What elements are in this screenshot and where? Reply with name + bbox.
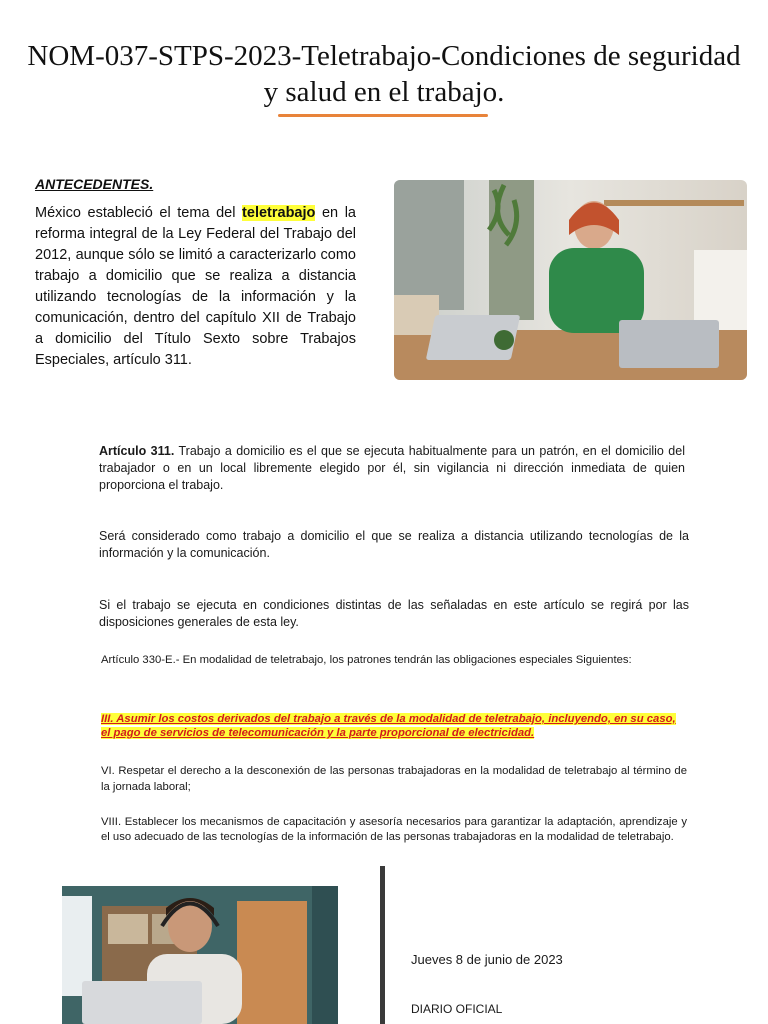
article-330e-item-iii: [101, 712, 687, 740]
section-heading-antecedentes: ANTECEDENTES.: [35, 176, 154, 192]
article-311-paragraph-3: Si el trabajo se ejecuta en condiciones distintas de las señaladas en este artículo se regirá por las disposiciones generales de esta ley.: [99, 598, 689, 629]
antecedentes-text-start: México estableció el tema del: [35, 205, 243, 221]
article-311-text: Trabajo a domicilio es el que se ejecuta habitualmente para un patrón, en el domicilio del trabajador o en un local libremente elegido por él, sin vigilancia ni dirección inmediata de quien proporciona el trabajo.: [99, 444, 685, 492]
vertical-divider: [380, 866, 385, 1024]
document-title: NOM-037-STPS-2023-Teletrabajo-Condiciones de seguridad y salud en el trabajo.: [27, 40, 741, 108]
publication-name: DIARIO OFICIAL: [411, 1002, 503, 1016]
article-330e-item-viii: VIII. Establecer los mecanismos de capacitación y asesoría necesarios para garantizar la adaptación, aprendizaje y el uso adecuado de las tecnologías de la información de las personas trabajadoras en la modalidad de teletrabajo.: [101, 816, 687, 843]
item-iii-highlighted-text: III. Asumir los costos derivados del trabajo a través de la modalidad de teletrabajo, incluyendo, en su caso, el pago de servicios de telecomunicación y la parte proporcional de electricidad.: [101, 713, 676, 739]
publication-date: Jueves 8 de junio de 2023: [411, 952, 563, 967]
article-330e-item-vi: VI. Respetar el derecho a la desconexión de las personas trabajadoras en la modalidad de teletrabajo al término de la jornada laboral;: [101, 765, 687, 793]
antecedentes-paragraph: [35, 203, 356, 371]
antecedentes-text-end: en la reforma integral de la Ley Federal del Trabajo del 2012, aunque sólo se limitó a caracterizarlo como trabajo a domicilio que se realiza a distancia utilizando tecnologías de la información y la comunicación, dentro del capítulo XII de Trabajo a domicilio del Título Sexto sobre Trabajos Especiales, artículo 311.: [35, 205, 356, 368]
highlighted-term: teletrabajo: [242, 205, 316, 221]
article-311-label: Artículo 311.: [99, 444, 175, 458]
title-underline: [278, 114, 488, 117]
photo-man-teleworking: [62, 886, 338, 1024]
article-311-paragraph: [99, 443, 685, 494]
photo-woman-teleworking: [394, 180, 747, 380]
article-330e-intro: Artículo 330-E.- En modalidad de teletrabajo, los patrones tendrán las obligaciones especiales Siguientes:: [101, 654, 632, 666]
article-311-paragraph-2: Será considerado como trabajo a domicilio el que se realiza a distancia utilizando tecnologías de la información y la comunicación.: [99, 529, 689, 560]
